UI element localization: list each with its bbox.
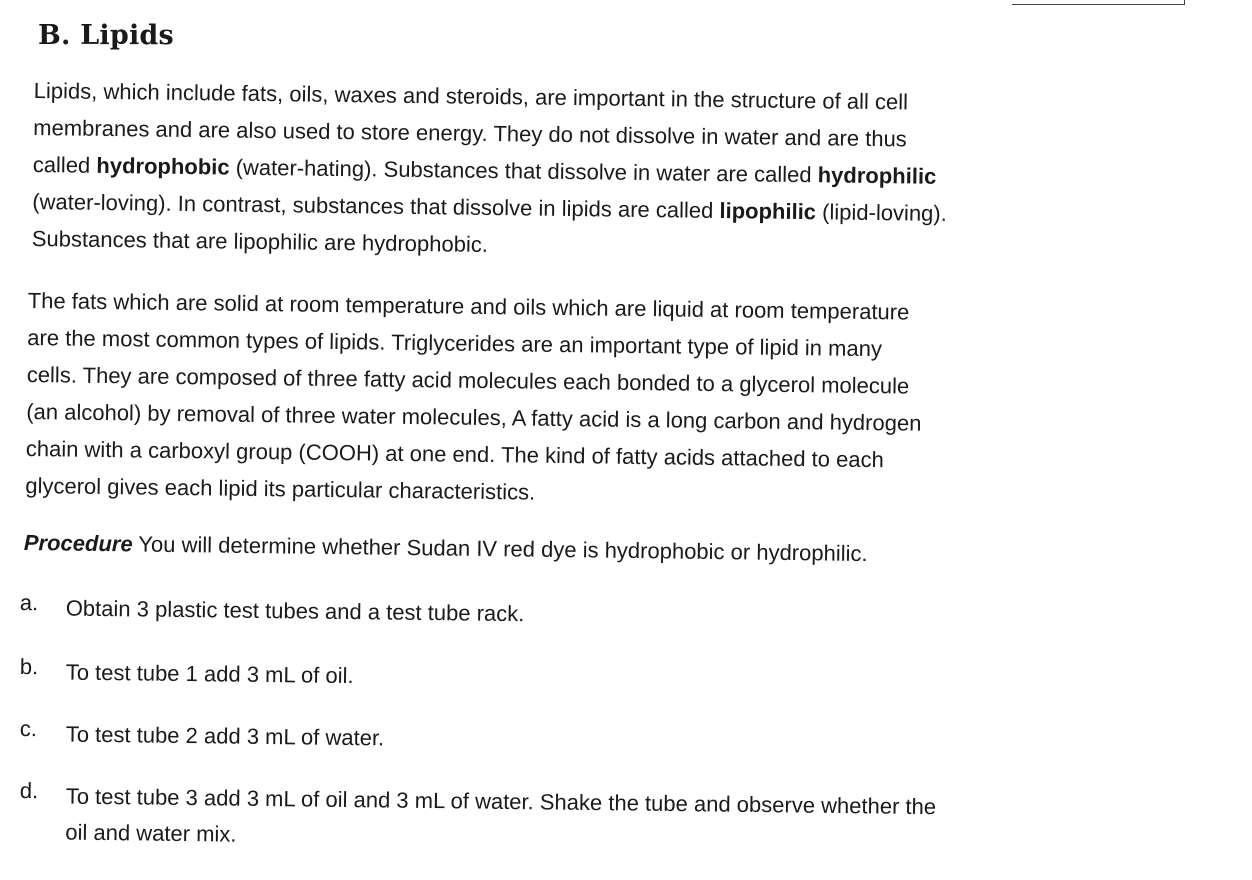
step-text: To test tube 1 add 3 mL of oil. xyxy=(65,659,354,689)
list-item xyxy=(19,716,1200,751)
step-marker: a. xyxy=(19,590,39,616)
text-line: The fats which are solid at room temperature and oils which are liquid at room temperature xyxy=(27,287,910,325)
text-line: Lipids, which include fats, oils, waxes and steroids, are important in the structure of all cell xyxy=(33,77,909,115)
text-line: Substances that are lipophilic are hydrophobic. xyxy=(31,225,489,257)
procedure-intro xyxy=(24,530,1124,570)
text-line: membranes and are also used to store energy. They do not dissolve in water and are thus xyxy=(33,114,907,152)
text-line: called hydrophobic (water-hating). Substances that dissolve in water are called hydrophilic xyxy=(32,151,937,189)
step-marker: c. xyxy=(19,716,38,742)
triglycerides-paragraph xyxy=(25,282,1168,519)
text-line: are the most common types of lipids. Triglycerides are an important type of lipid in many xyxy=(27,324,883,362)
step-text: To test tube 3 add 3 mL of oil and 3 mL of water. Shake the tube and observe whether the oil and water mix. xyxy=(65,783,937,847)
text-line: chain with a carboxyl group (COOH) at one end. The kind of fatty acids attached to each xyxy=(25,435,884,473)
header-rule xyxy=(1012,0,1185,5)
term-lipophilic: lipophilic xyxy=(719,197,817,225)
step-text: Obtain 3 plastic test tubes and a test tube rack. xyxy=(65,595,525,627)
term-hydrophilic: hydrophilic xyxy=(817,162,937,189)
text-line: (an alcohol) by removal of three water molecules, A fatty acid is a long carbon and hydrogen xyxy=(26,398,922,436)
procedure-label: Procedure xyxy=(23,530,133,557)
section-heading: B. Lipids xyxy=(38,20,174,51)
text-line: (water-loving). In contrast, substances that dissolve in lipids are called lipophilic (lipid-loving). xyxy=(32,188,947,226)
intro-paragraph xyxy=(32,72,1184,272)
list-item xyxy=(19,590,1200,627)
procedure-text: You will determine whether Sudan IV red dye is hydrophobic or hydrophilic. xyxy=(132,531,868,567)
list-item xyxy=(19,778,1200,847)
text-line: glycerol gives each lipid its particular characteristics. xyxy=(25,472,536,505)
step-text: To test tube 2 add 3 mL of water. xyxy=(65,721,385,751)
term-hydrophobic: hydrophobic xyxy=(96,152,230,180)
list-item xyxy=(19,654,1200,689)
step-marker: b. xyxy=(19,654,39,680)
step-marker: d. xyxy=(19,778,39,804)
text-line: cells. They are composed of three fatty acid molecules each bonded to a glycerol molecule xyxy=(26,361,910,399)
